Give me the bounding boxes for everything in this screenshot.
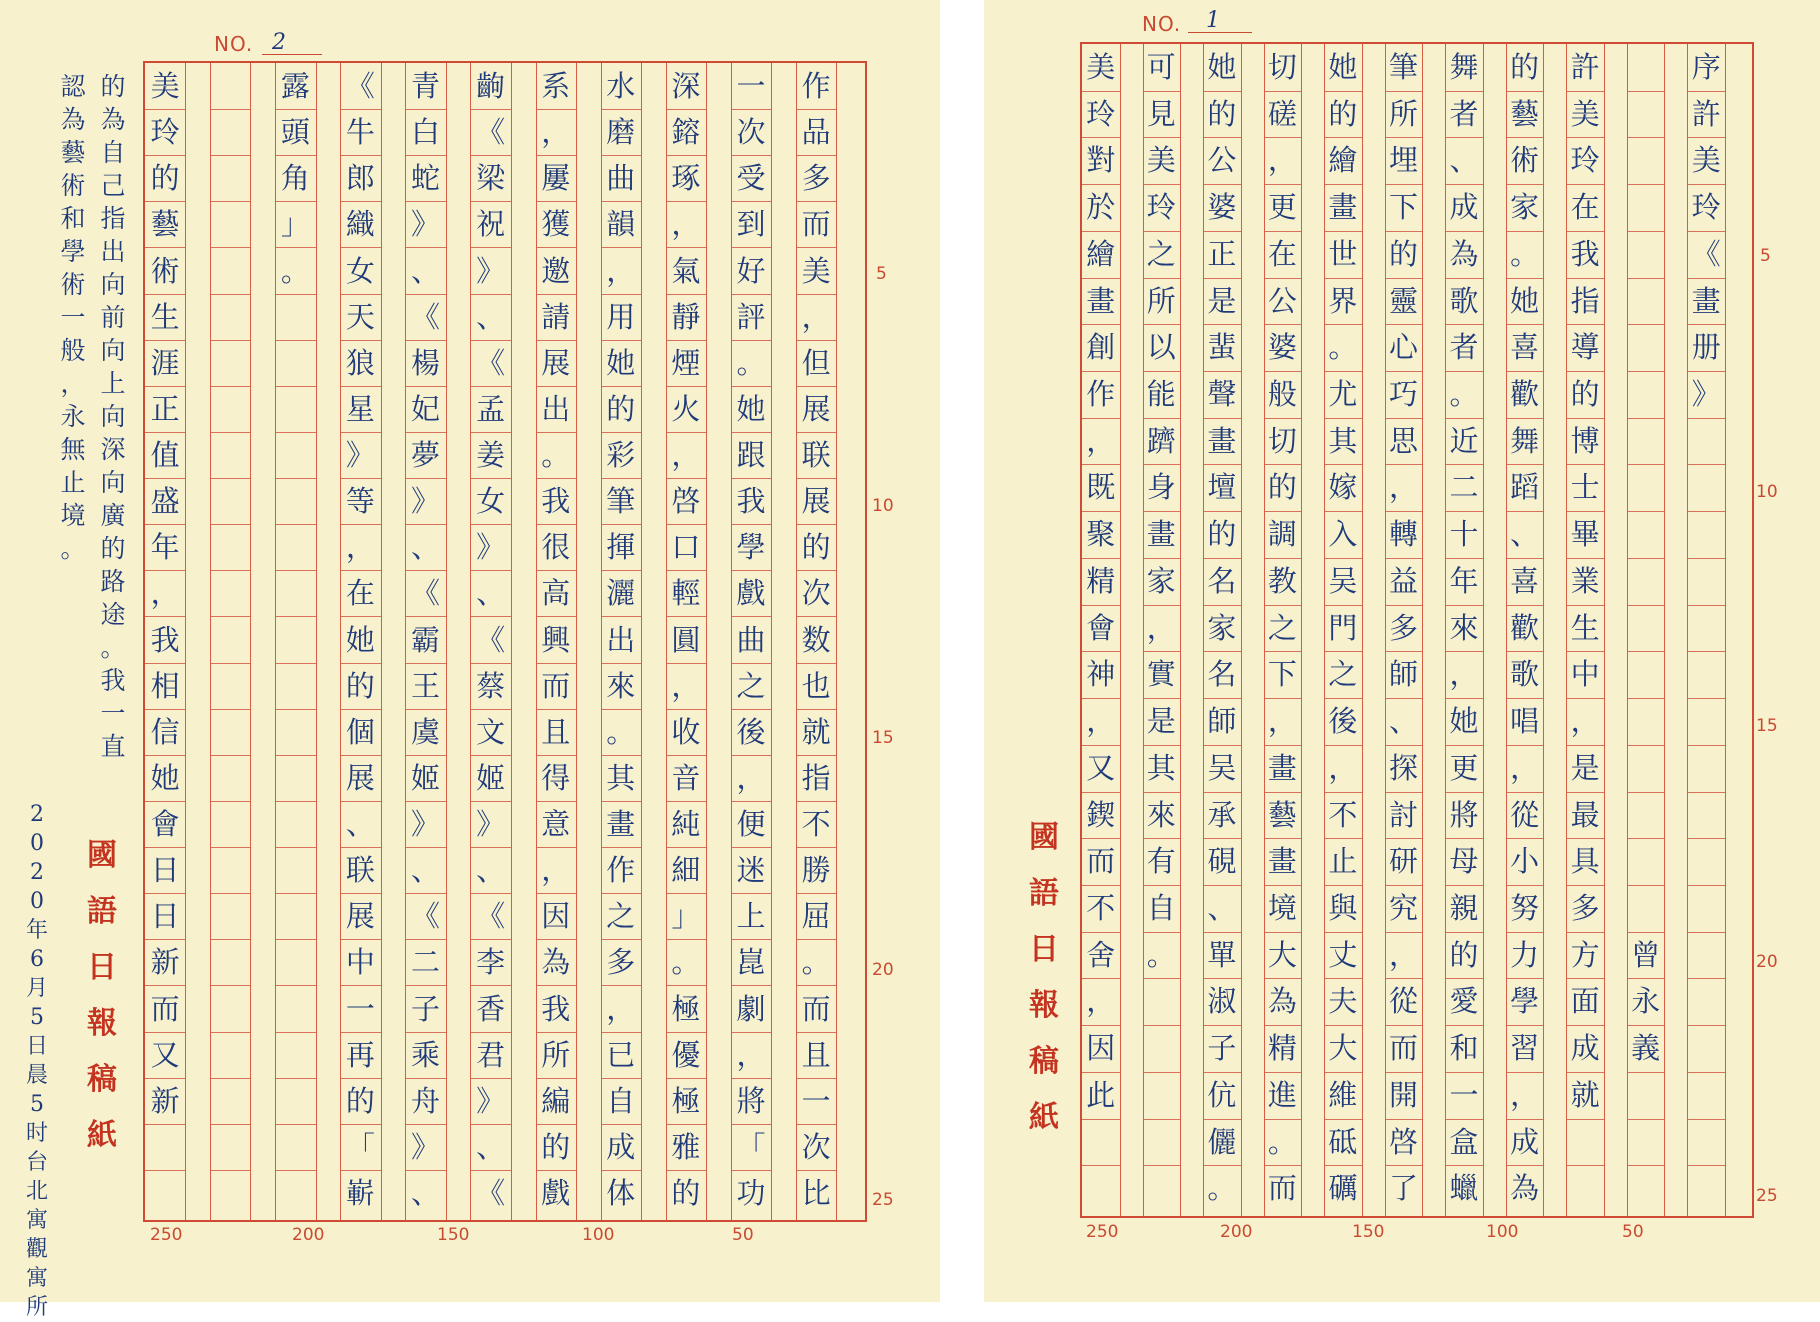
manuscript-column-8: 切 磋 ， 更 在 公 婆 般 切 的 調 教 之 下 ， 畫 藝 畫 境 大 為 精 進 。 而 (1267, 50, 1297, 1206)
cell-rule (210, 1032, 250, 1033)
cell-rule (210, 801, 250, 802)
cell-rule (1687, 745, 1725, 746)
cell-rule (1627, 651, 1665, 652)
cell-rule (1143, 1165, 1181, 1166)
cell-rule (275, 709, 315, 710)
manuscript-column-5: 舞 者 、 成 為 歌 者 。 近 二 十 年 來 ， 她 更 將 母 親 的 愛 和 一 盒 蠟 (1449, 50, 1479, 1206)
cell-rule (275, 1032, 315, 1033)
cell-rule (210, 386, 250, 387)
cell-rule (210, 1078, 250, 1079)
row-count-label: 15 (872, 728, 894, 748)
column-rule (210, 63, 211, 1220)
column-rule (1143, 44, 1144, 1216)
cell-rule (275, 1170, 315, 1171)
cell-rule (210, 432, 250, 433)
cell-rule (1627, 464, 1665, 465)
cell-rule (1566, 1119, 1604, 1120)
cell-rule (275, 294, 315, 295)
cell-rule (275, 616, 315, 617)
manuscript-column-7: 青 白 蛇 》 、 《 楊 妃 夢 》 、 《 霸 王 虞 姬 》 、 《 二 子 乘 舟 》 、 (411, 69, 441, 1210)
manuscript-column-6: 筆 所 埋 下 的 靈 心 巧 思 ， 轉 益 多 師 、 探 討 研 究 ， 從 而 開 啓 了 (1388, 50, 1418, 1206)
cell-rule (210, 109, 250, 110)
cell-rule (1687, 885, 1725, 886)
page-number-label: NO. (1142, 12, 1182, 36)
brand-char: 紙 (87, 1118, 117, 1153)
row-count-label: 10 (872, 496, 894, 516)
newspaper-brand-stamp (1024, 810, 1064, 1146)
row-count-label: 25 (872, 1190, 894, 1210)
brand-char: 國 (1029, 820, 1059, 855)
cell-rule (275, 432, 315, 433)
cell-rule (275, 1078, 315, 1079)
brand-char: 報 (1029, 988, 1059, 1023)
page-number-underline (262, 54, 322, 55)
cell-rule (1143, 1119, 1181, 1120)
cell-rule (210, 340, 250, 341)
column-count-label: 200 (292, 1225, 325, 1245)
cell-rule (210, 755, 250, 756)
column-count-label: 150 (1352, 1222, 1385, 1242)
cell-rule (1627, 511, 1665, 512)
margin-note-line-1: 的 為 自 己 指 出 向 前 向 上 向 深 向 廣 的 路 途 。 我 一 直 (100, 72, 126, 761)
column-rule (796, 63, 797, 1220)
cell-rule (1627, 885, 1665, 886)
column-count-label: 100 (582, 1225, 615, 1245)
cell-rule (210, 709, 250, 710)
cell-rule (1687, 1119, 1725, 1120)
cell-rule (1627, 1072, 1665, 1073)
row-count-label: 5 (1760, 246, 1771, 266)
manuscript-column-4: 的 藝 術 家 。 她 喜 歡 舞 蹈 、 喜 歡 歌 唱 ， 從 小 努 力 學 習 ， 成 為 (1510, 50, 1540, 1206)
cell-rule (210, 985, 250, 986)
column-rule (1385, 44, 1386, 1216)
cell-rule (1627, 278, 1665, 279)
column-count-label: 50 (1622, 1222, 1644, 1242)
cell-rule (275, 524, 315, 525)
cell-rule (210, 893, 250, 894)
cell-rule (1627, 605, 1665, 606)
manuscript-column-10: 可 見 美 玲 之 所 以 能 躋 身 畫 家 ， 實 是 其 來 有 自 。 (1146, 50, 1176, 972)
manuscript-column-5: 系 ， 屢 獲 邀 請 展 出 。 我 很 高 興 而 且 得 意 ， 因 為 我 所 編 的 戲 (541, 69, 571, 1210)
cell-rule (1687, 464, 1725, 465)
cell-rule (1687, 651, 1725, 652)
column-rule (1506, 44, 1507, 1216)
cell-rule (210, 155, 250, 156)
brand-char: 稿 (1029, 1044, 1059, 1079)
manuscript-grid (143, 61, 867, 1222)
manuscript-column-11: 美 玲 對 於 繪 畫 創 作 ， 既 聚 精 會 神 ， 又 鍥 而 不 舍 ， 因 此 (1086, 50, 1116, 1112)
column-rule (536, 63, 537, 1220)
brand-char: 報 (87, 1006, 117, 1041)
column-rule (1566, 44, 1567, 1216)
cell-rule (1687, 558, 1725, 559)
column-count-label: 250 (150, 1225, 183, 1245)
cell-rule (275, 570, 315, 571)
cell-rule (1627, 371, 1665, 372)
cell-rule (1627, 792, 1665, 793)
column-rule (275, 63, 276, 1220)
column-count-label: 100 (1486, 1222, 1519, 1242)
cell-rule (1687, 838, 1725, 839)
column-count-label: 50 (732, 1225, 754, 1245)
brand-char: 紙 (1029, 1100, 1059, 1135)
column-rule (1264, 44, 1265, 1216)
column-rule (601, 63, 602, 1220)
cell-rule (1082, 1165, 1120, 1166)
row-count-label: 20 (872, 960, 894, 980)
cell-rule (145, 1124, 185, 1125)
row-count-label: 15 (1756, 716, 1778, 736)
cell-rule (210, 294, 250, 295)
manuscript-column-4: 水 磨 曲 韻 ， 用 她 的 彩 筆 揮 灑 出 來 。 其 畫 作 之 多 ， 已 自 成 体 (606, 69, 636, 1210)
cell-rule (275, 985, 315, 986)
cell-rule (210, 201, 250, 202)
manuscript-column-1: 作 品 多 而 美 ， 但 展 联 展 的 次 数 也 就 指 不 勝 屈 。 而 且 一 次 比 (801, 69, 831, 1210)
manuscript-grid (1080, 42, 1754, 1218)
cell-rule (1627, 184, 1665, 185)
cell-rule (1143, 1072, 1181, 1073)
column-rule (340, 63, 341, 1220)
manuscript-column-9: 她 的 公 婆 正 是 蜚 聲 畫 壇 的 名 家 名 師 吴 承 硯 、 單 淑 子 伉 儷 。 (1207, 50, 1237, 1206)
cell-rule (1687, 1165, 1725, 1166)
cell-rule (1627, 1165, 1665, 1166)
column-count-label: 200 (1220, 1222, 1253, 1242)
manuscript-column-8: 《 牛 郎 織 女 天 狼 星 》 等 ， 在 她 的 個 展 、 联 展 中 一 再 的 「 嶄 (345, 69, 375, 1210)
manuscript-column-6: 齣 《 梁 祝 》 、 《 孟 姜 女 》 、 《 蔡 文 姬 》 、 《 李 香 君 》 、 《 (476, 69, 506, 1210)
cell-rule (210, 570, 250, 571)
brand-char: 稿 (87, 1062, 117, 1097)
cell-rule (1143, 978, 1181, 979)
cell-rule (210, 1170, 250, 1171)
manuscript-column-1: 序 許 美 玲 《 畫 册 》 (1691, 50, 1721, 412)
cell-rule (1627, 231, 1665, 232)
page-number-value: 2 (272, 30, 286, 55)
cell-rule (1687, 978, 1725, 979)
margin-note-line-2: 認 為 藝 術 和 學 術 一 般 ， 永 無 止 境 。 (60, 72, 86, 563)
row-count-label: 5 (876, 264, 887, 284)
column-rule (405, 63, 406, 1220)
row-count-label: 20 (1756, 952, 1778, 972)
column-rule (1324, 44, 1325, 1216)
cell-rule (1687, 511, 1725, 512)
cell-rule (210, 247, 250, 248)
column-rule (731, 63, 732, 1220)
author-signature: 曾 永 義 (1631, 937, 1661, 1066)
manuscript-column-11: 美 玲 的 藝 術 生 涯 正 值 盛 年 ， 我 相 信 她 會 日 日 新 而 又 新 (150, 69, 180, 1118)
column-rule (1203, 44, 1204, 1216)
cell-rule (210, 663, 250, 664)
manuscript-column-7: 她 的 繪 畫 世 界 。 尤 其 嫁 入 吴 門 之 後 ， 不 止 與 丈 夫 大 維 砥 礪 (1328, 50, 1358, 1206)
cell-rule (210, 478, 250, 479)
cell-rule (1627, 838, 1665, 839)
cell-rule (1627, 1119, 1665, 1120)
column-rule (470, 63, 471, 1220)
page-number-value: 1 (1206, 8, 1220, 33)
cell-rule (1687, 698, 1725, 699)
brand-char: 語 (87, 894, 117, 929)
cell-rule (275, 478, 315, 479)
cell-rule (210, 939, 250, 940)
cell-rule (145, 1170, 185, 1171)
brand-char: 日 (87, 950, 117, 985)
cell-rule (275, 893, 315, 894)
manuscript-column-3: 許 美 玲 在 我 指 導 的 博 士 畢 業 生 中 ， 是 最 具 多 方 面 成 就 (1570, 50, 1600, 1112)
page-number-label: NO. (214, 32, 254, 56)
cell-rule (275, 939, 315, 940)
manuscript-column-3: 深 鎔 琢 ， 氣 靜 煙 火 ， 啓 口 輕 圓 ， 收 音 純 細 」 。 極 優 極 雅 的 (671, 69, 701, 1210)
cell-rule (1687, 1072, 1725, 1073)
column-rule (666, 63, 667, 1220)
brand-char: 國 (87, 838, 117, 873)
date-note: 2 0 2 0 年 6 月 5 日 晨 5 时 台 北 寓 觀 寓 所 (25, 802, 48, 1320)
cell-rule (1627, 745, 1665, 746)
cell-rule (210, 1124, 250, 1125)
cell-rule (210, 847, 250, 848)
column-count-label: 150 (437, 1225, 470, 1245)
cell-rule (210, 616, 250, 617)
column-count-label: 250 (1086, 1222, 1119, 1242)
row-count-label: 25 (1756, 1186, 1778, 1206)
cell-rule (1627, 558, 1665, 559)
cell-rule (1687, 1025, 1725, 1026)
cell-rule (275, 386, 315, 387)
column-rule (1687, 44, 1688, 1216)
brand-char: 語 (1029, 876, 1059, 911)
column-rule (1445, 44, 1446, 1216)
cell-rule (275, 663, 315, 664)
cell-rule (1627, 698, 1665, 699)
cell-rule (275, 1124, 315, 1125)
cell-rule (1627, 418, 1665, 419)
manuscript-page-1 (984, 0, 1820, 1302)
cell-rule (1687, 792, 1725, 793)
page-number-underline (1188, 32, 1252, 33)
cell-rule (1687, 932, 1725, 933)
cell-rule (1627, 137, 1665, 138)
cell-rule (275, 801, 315, 802)
manuscript-column-2: 一 次 受 到 好 評 。 她 跟 我 學 戲 曲 之 後 ， 便 迷 上 崑 劇 ， 將 「 功 (736, 69, 766, 1210)
cell-rule (1687, 418, 1725, 419)
newspaper-brand-stamp (82, 828, 122, 1164)
manuscript-column-9: 露 頭 角 」 。 (280, 69, 310, 288)
cell-rule (1627, 324, 1665, 325)
cell-rule (210, 524, 250, 525)
row-count-label: 10 (1756, 482, 1778, 502)
cell-rule (1566, 1165, 1604, 1166)
gutter-rule (250, 63, 251, 1220)
cell-rule (1687, 605, 1725, 606)
cell-rule (1627, 91, 1665, 92)
cell-rule (1143, 1025, 1181, 1026)
cell-rule (275, 847, 315, 848)
cell-rule (275, 755, 315, 756)
cell-rule (1082, 1119, 1120, 1120)
brand-char: 日 (1029, 932, 1059, 967)
cell-rule (275, 340, 315, 341)
